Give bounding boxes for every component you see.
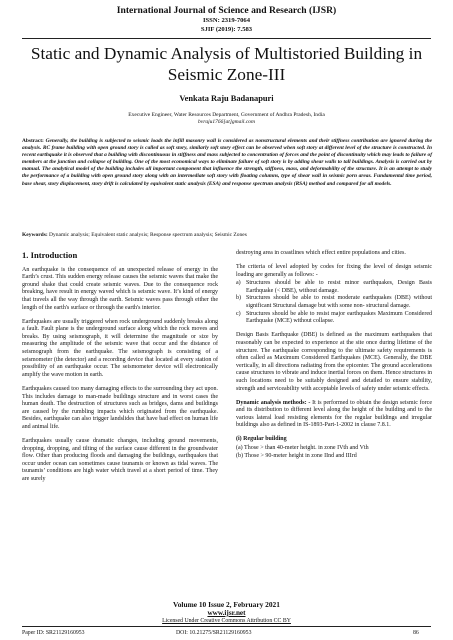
footer-rule bbox=[22, 626, 431, 627]
sjif: SJIF (2019): 7.583 bbox=[200, 26, 253, 33]
footer-volume: Volume 10 Issue 2, February 2021 bbox=[173, 600, 280, 609]
keywords bbox=[22, 232, 432, 238]
list-item bbox=[236, 280, 432, 295]
paragraph: The criteria of level adopted by codes for fixing the level of design seismic loading are generally as follows: - bbox=[236, 264, 432, 278]
left-column bbox=[22, 250, 218, 490]
paragraph: Earthquakes are usually triggered when rock underground suddenly breaks along a fault. Fault plane is the underground surface along which the rock moves and breaks. By using seismograph, it will determine the magnitude or size by measuring the amplitude of the seismic wave that occur and the distance of seismograph from the earthquake. The seismograph is consisting of a seismometer (the detector) and a recording device that located at every station of possibility of an earthquake occur. The seismometer device will electronically amplify the wave motion in earth. bbox=[22, 318, 218, 378]
paragraph: destroying area in coastlines which effect entire populations and cities. bbox=[236, 250, 406, 256]
paragraph: Earthquakes caused too many damaging effects to the surrounding they act upon. This includes damage to man-made buildings structure and in worst cases the human death. The destruction of structures such as bridges, dams and buildings are caused by the rumbling impacts which originated from the earthquake. Besides, earthquake can also trigger landslides that have bad effect on human life and animal life. bbox=[22, 385, 218, 430]
abstract-body: Generally, the building is subjected to seismic loads the infill masonry wall is considered as nonstructural elements and their stiffness contribution are ignored during the analysis. RC frame building with open ground story is called as soft story, similarly soft story effect can be observed when soft story at different level of the structure is constructed. In recent earthquake it is observed that a building with discontinuous in stiffness and mass subjected to concentration of forces and the point of discontinuity which may leads to failure of members at the junction and collapse of building. One of the most economical ways to eliminate failure of soft story is by adding shear walls to tall buildings. Analysis is carried out by manual. The analytical model of the building includes all important component that influence the strength, stiffness, mass, and deformability of the structure. It is an attempt to study the performance of a building with open ground story along with an intermediate soft story with floating columns, type of shear wall in seismic porn areas. Fundamental time period, base shear, story displacement, story drift is calculated by equivalent static analysis (ESA) and response spectrum analysis (RSA) method and compared for all models. bbox=[22, 138, 432, 187]
subheading: (i) Regular building bbox=[236, 436, 287, 443]
journal-name: International Journal of Science and Research (IJSR) bbox=[116, 5, 337, 16]
paragraph bbox=[236, 400, 432, 430]
section-heading: 1. Introduction bbox=[22, 250, 78, 260]
methods-label: Dynamic analysis methods: - bbox=[236, 399, 311, 406]
list-label: a) bbox=[236, 280, 241, 287]
abstract bbox=[22, 138, 432, 188]
list-item: (a) Those > than 40-meter height. in zone IVth and Vth bbox=[236, 445, 369, 452]
footer-paper-id: Paper ID: SR21129160953 bbox=[22, 630, 85, 636]
author-affiliation: Executive Engineer, Water Resources Department, Government of Andhra Pradesh, India bbox=[128, 112, 325, 118]
paper-title: Static and Dynamic Analysis of Multistoried Building in Seismic Zone-III bbox=[30, 44, 423, 84]
keywords-text: Dynamic analysis; Equivalent static analysis; Response spectrum analysis; Seismic Zones bbox=[49, 232, 247, 238]
footer-url-link[interactable]: www.ijsr.net bbox=[207, 609, 246, 617]
footer-page-number: 86 bbox=[413, 630, 419, 636]
paragraph: An earthquake is the consequence of an unexpected release of energy in the Earth’s crust. This sudden energy release causes the seismic waves that make the ground shake that could create seismic waves. Due to the consequence rock breaking, have result in energy waved which is seismic wave. It’s kind of energy that travels all the way through the earth. Seismic waves pass through either the length of the earth's surface or through the earth's interior. bbox=[22, 266, 218, 311]
list-label: c) bbox=[236, 310, 241, 317]
methods-text: It is performed to obtain the design seismic force and its distribution to different level along the height of the building and to the various lateral load resisting elements for the regular buildings and irregular buildings also as defined in IS-1893-Part-1-2002 in clause 7.8.1. bbox=[236, 399, 432, 429]
list-text: Structures should be able to resist major earthquakes Maximum Considered Earthquake (MCE) without collapse. bbox=[246, 310, 432, 325]
keywords-label: Keywords: bbox=[22, 232, 48, 238]
list-item bbox=[236, 311, 432, 326]
criteria-list bbox=[236, 280, 432, 326]
paragraph: Design Basis Earthquake (DBE) is defined as the maximum earthquakes that reasonably can be expected to experience at the site once during lifetime of the structure. The earthquake corresponding to the ultimate safety requirements is often called as Maximum Considered Earthquakes (MCE). Generally, the DBE vertically, in all directions radiating from the epicenter. The ground accelerations cause structures to vibrate and induce inertial forces on them. Hence structures in such locations need to be suitably designed and detailed to ensure stability, strength and serviceability with acceptable levels of safety under seismic effects. bbox=[236, 332, 432, 392]
right-column bbox=[236, 250, 432, 460]
author-name: Venkata Raju Badanapuri bbox=[179, 94, 274, 103]
abstract-label: Abstract: bbox=[22, 138, 44, 144]
paragraph: Earthquakes usually cause dramatic changes, including ground movements, dropping, dropping, and tilting of the surface cause different in the groundwater flow. Other than producing floods and damaging the buildings, earthquakes that occur under ocean can sometimes cause tsunamis or known as tidal waves. The tsunamis’ conditions are high water which travel at a short period of time. They are surely bbox=[22, 437, 218, 482]
footer-license[interactable]: Licensed Under Creative Commons Attribution CC BY bbox=[162, 618, 291, 624]
header-rule bbox=[22, 38, 431, 39]
list-text: Structures should be able to resist moderate earthquakes (DBE) without significant Structural damage but with some non- structural damage. bbox=[246, 295, 432, 310]
author-email: bvraju1766[at]gmail.com bbox=[198, 119, 255, 125]
issn: ISSN: 2319-7064 bbox=[202, 17, 251, 24]
list-text: Structures should be able to resist minor earthquakes, Design Basis Earthquake (< DBE), without damage. bbox=[246, 280, 432, 294]
footer-doi: DOI: 10.21275/SR21129160953 bbox=[176, 630, 252, 636]
list-label: b) bbox=[236, 295, 241, 302]
list-item: (b) Those > 90-meter height in zone IInd and IIIrd bbox=[236, 452, 357, 459]
list-item bbox=[236, 295, 432, 310]
